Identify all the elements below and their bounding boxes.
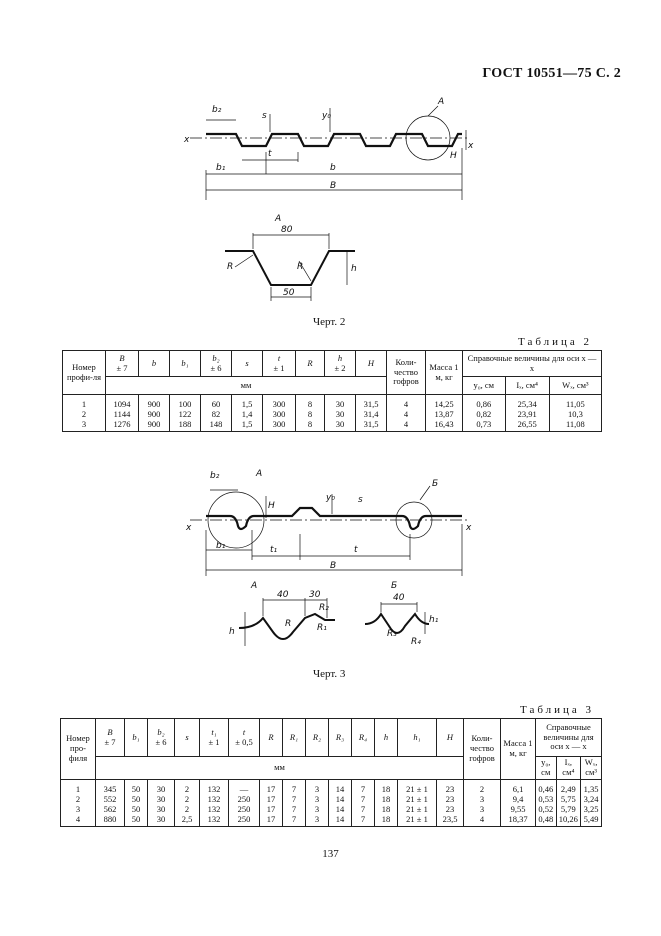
table-cell: 30 — [325, 395, 356, 410]
fig3-detail-a-title: A — [251, 581, 258, 591]
figure-3-profile-drawing — [180, 460, 480, 580]
table-cell: 50 — [125, 814, 148, 827]
fig2-detail-dim80: 80 — [281, 225, 293, 235]
fig3-label-h-upper: H — [268, 501, 275, 511]
table-cell: 2 — [464, 779, 501, 794]
table-cell: 3 — [306, 804, 329, 814]
t3-header-h1: h₁ — [413, 731, 421, 742]
t2-header-qty: Коли-чество гофров — [387, 351, 426, 395]
table-cell: 4 — [61, 814, 96, 827]
fig2-label-b2: b₂ — [212, 105, 222, 115]
table-cell: 188 — [170, 419, 201, 432]
table-cell: 11,08 — [549, 419, 601, 432]
fig3-detail-dim30: 30 — [309, 590, 321, 600]
table-cell: 50 — [125, 794, 148, 804]
t3-header-r3: R₃ — [335, 731, 345, 742]
table-cell: 0,73 — [463, 419, 506, 432]
table-cell: 14 — [329, 804, 352, 814]
t3-header-ix: Iₓ, см⁴ — [556, 757, 581, 780]
fig3-detail-r4: R₄ — [411, 637, 421, 647]
table-cell: 9,55 — [501, 804, 536, 814]
table-cell: 0,86 — [463, 395, 506, 410]
t3-header-ref: Справочные величины для оси x — x — [536, 719, 602, 757]
table-cell: 60 — [201, 395, 232, 410]
table-cell: 250 — [229, 804, 260, 814]
table-3-row — [61, 794, 602, 804]
fig3-detail-h: h — [229, 627, 235, 637]
table-cell: 3 — [306, 814, 329, 827]
table-cell: 13,87 — [426, 409, 463, 419]
table-cell: 18 — [375, 804, 398, 814]
table-cell: — — [229, 779, 260, 794]
table-cell: 1,5 — [232, 395, 263, 410]
t3-header-r1: R₁ — [289, 731, 299, 742]
t3-header-r2: R₂ — [312, 731, 322, 742]
t2-header-ref: Справочные величины для оси x — x — [463, 351, 602, 377]
table-cell: 17 — [260, 804, 283, 814]
table-cell: 3 — [63, 419, 106, 432]
figure-3-details — [215, 578, 445, 660]
table-cell: 3 — [306, 779, 329, 794]
table-cell: 2,49 — [556, 779, 581, 794]
t3-header-mass: Масса 1 м, кг — [501, 719, 536, 780]
fig3-label-x-right: x — [466, 523, 472, 533]
table-cell: 30 — [148, 794, 175, 804]
t2-header-ix: Iₓ, см⁴ — [505, 377, 549, 395]
table-cell: 8 — [296, 395, 325, 410]
table-cell: 2 — [63, 409, 106, 419]
table-cell: 562 — [96, 804, 125, 814]
table-3-title: Таблица 3 — [520, 704, 595, 716]
fig2-label-t: t — [268, 149, 272, 159]
table-3-row — [61, 804, 602, 814]
table-cell: 18 — [375, 779, 398, 794]
table-cell: 23 — [437, 779, 464, 794]
table-cell: 1 — [63, 395, 106, 410]
fig2-detail-r-right: R — [297, 262, 304, 272]
table-cell: 880 — [96, 814, 125, 827]
t2-header-s: s — [245, 357, 249, 368]
fig2-detail-r-left: R — [227, 262, 234, 272]
t3-header-y0: y₀, см — [536, 757, 557, 780]
fig3-label-a: A — [256, 469, 263, 479]
t2-header-wx: Wₓ, см³ — [549, 377, 601, 395]
table-cell: 5,75 — [556, 794, 581, 804]
table-cell: 8 — [296, 419, 325, 432]
t3-header-b1: b₁ — [132, 731, 140, 742]
t3-header-wx: Wₓ, см³ — [581, 757, 602, 780]
table-cell: 21 ± 1 — [398, 814, 437, 827]
t2-header-h-upper: H — [367, 357, 375, 368]
table-cell: 1,35 — [581, 779, 602, 794]
t2-header-b-upper: B ± 7 — [106, 351, 139, 377]
table-cell: 30 — [325, 419, 356, 432]
table-cell: 0,52 — [536, 804, 557, 814]
table-cell: 900 — [139, 409, 170, 419]
fig3-detail-dim40a: 40 — [277, 590, 289, 600]
table-cell: 7 — [352, 779, 375, 794]
table-cell: 8 — [296, 409, 325, 419]
table-3-row — [61, 814, 602, 827]
table-cell: 2,5 — [175, 814, 200, 827]
table-cell: 300 — [263, 419, 296, 432]
table-cell: 5,79 — [556, 804, 581, 814]
table-cell: 4 — [387, 409, 426, 419]
table-cell: 3 — [464, 804, 501, 814]
page-number: 137 — [322, 848, 339, 860]
table-cell: 148 — [201, 419, 232, 432]
fig3-detail-dim40b: 40 — [393, 593, 405, 603]
table-cell: 26,55 — [505, 419, 549, 432]
table-cell: 345 — [96, 779, 125, 794]
table-cell: 300 — [263, 409, 296, 419]
table-cell: 0,46 — [536, 779, 557, 794]
fig2-label-a: A — [438, 97, 445, 107]
table-cell: 17 — [260, 794, 283, 804]
table-cell: 14,25 — [426, 395, 463, 410]
fig2-label-b1: b₁ — [216, 163, 226, 173]
table-cell: 1276 — [106, 419, 139, 432]
table-cell: 3,24 — [581, 794, 602, 804]
t3-header-b2: b₂ ± 6 — [148, 719, 175, 757]
table-cell: 132 — [200, 804, 229, 814]
table-cell: 30 — [148, 779, 175, 794]
table-cell: 17 — [260, 779, 283, 794]
table-cell: 30 — [148, 804, 175, 814]
fig2-label-x-left: x — [184, 135, 190, 145]
table-3-row — [61, 779, 602, 794]
figure-3-caption: Черт. 3 — [313, 668, 346, 680]
table-cell: 100 — [170, 395, 201, 410]
fig3-label-t1: t₁ — [270, 545, 278, 555]
fig2-label-x-right: x — [468, 141, 474, 151]
t3-header-s: s — [185, 731, 189, 742]
table-cell: 6,1 — [501, 779, 536, 794]
figure-2-caption: Черт. 2 — [313, 316, 346, 328]
t2-header-r: R — [307, 357, 313, 368]
fig3-label-s: s — [358, 495, 363, 505]
fig3-label-bb: B — [330, 561, 337, 571]
table-cell: 122 — [170, 409, 201, 419]
t2-header-b1: b₁ — [181, 357, 189, 368]
fig2-detail-h: h — [351, 264, 357, 274]
table-cell: 7 — [283, 794, 306, 804]
table-2 — [62, 350, 602, 432]
table-cell: 14 — [329, 779, 352, 794]
table-cell: 50 — [125, 804, 148, 814]
fig2-label-y0: y₀ — [322, 111, 331, 121]
table-cell: 23,91 — [505, 409, 549, 419]
fig3-detail-r1: R₁ — [317, 623, 327, 633]
table-cell: 7 — [352, 794, 375, 804]
table-cell: 1,5 — [232, 419, 263, 432]
t2-header-mass: Масса 1 м, кг — [426, 351, 463, 395]
table-cell: 25,34 — [505, 395, 549, 410]
table-cell: 21 ± 1 — [398, 804, 437, 814]
table-cell: 7 — [283, 779, 306, 794]
t2-header-t: t ± 1 — [263, 351, 296, 377]
t2-header-h: h ± 2 — [325, 351, 356, 377]
table-cell: 30 — [148, 814, 175, 827]
fig2-label-bb: B — [330, 181, 337, 191]
table-cell: 2 — [175, 794, 200, 804]
fig3-detail-b-title: Б — [391, 581, 398, 591]
fig3-detail-r: R — [285, 619, 292, 629]
figure-2-profile-drawing — [170, 90, 490, 200]
fig3-label-b6: Б — [432, 479, 439, 489]
table-cell: 14 — [329, 794, 352, 804]
table-cell: 23,5 — [437, 814, 464, 827]
table-cell: 2 — [175, 804, 200, 814]
t3-header-unit: мм — [96, 757, 464, 780]
fig2-label-b: b — [330, 163, 336, 173]
fig3-detail-r3: R₃ — [387, 629, 397, 639]
table-cell: 30 — [325, 409, 356, 419]
table-cell: 21 ± 1 — [398, 779, 437, 794]
fig3-detail-r2: R₂ — [319, 603, 329, 613]
table-cell: 18 — [375, 814, 398, 827]
table-cell: 1 — [61, 779, 96, 794]
table-cell: 7 — [283, 804, 306, 814]
t3-header-t: t ± 0,5 — [229, 719, 260, 757]
t3-header-r4: R₄ — [358, 731, 368, 742]
t2-header-b: b — [151, 357, 157, 368]
table-cell: 132 — [200, 814, 229, 827]
t2-header-y0: y₀, см — [463, 377, 506, 395]
fig3-label-t: t — [354, 545, 358, 555]
table-cell: 2 — [61, 794, 96, 804]
table-cell: 11,05 — [549, 395, 601, 410]
t3-header-h-upper: H — [446, 731, 454, 742]
table-2-title: Таблица 2 — [518, 336, 593, 348]
table-cell: 14 — [329, 814, 352, 827]
table-cell: 1144 — [106, 409, 139, 419]
table-cell: 0,82 — [463, 409, 506, 419]
table-cell: 31,5 — [356, 419, 387, 432]
table-cell: 18 — [375, 794, 398, 804]
table-2-row — [63, 419, 602, 432]
table-cell: 50 — [125, 779, 148, 794]
table-cell: 9,4 — [501, 794, 536, 804]
table-cell: 82 — [201, 409, 232, 419]
document-header: ГОСТ 10551—75 С. 2 — [482, 66, 621, 81]
table-cell: 31,5 — [356, 395, 387, 410]
fig2-label-s: s — [262, 111, 267, 121]
fig3-label-x-left: x — [186, 523, 192, 533]
table-cell: 4 — [387, 419, 426, 432]
table-cell: 3 — [61, 804, 96, 814]
t2-header-unit: мм — [106, 377, 387, 395]
table-cell: 3 — [306, 794, 329, 804]
t3-header-t1: t₁ ± 1 — [200, 719, 229, 757]
table-2-row — [63, 395, 602, 410]
table-cell: 23 — [437, 804, 464, 814]
fig3-label-y0: y₀ — [326, 493, 335, 503]
fig2-label-h-upper: H — [450, 151, 457, 161]
table-cell: 3 — [464, 794, 501, 804]
t2-header-number: Номер профи-ля — [63, 351, 106, 395]
table-cell: 132 — [200, 794, 229, 804]
table-cell: 250 — [229, 814, 260, 827]
t3-header-qty: Коли-чество гофров — [464, 719, 501, 780]
fig2-detail-dim50: 50 — [283, 288, 295, 298]
table-cell: 21 ± 1 — [398, 794, 437, 804]
table-cell: 300 — [263, 395, 296, 410]
fig3-detail-h1: h₁ — [429, 615, 439, 625]
table-cell: 1,4 — [232, 409, 263, 419]
table-cell: 900 — [139, 395, 170, 410]
table-cell: 7 — [352, 814, 375, 827]
table-cell: 1094 — [106, 395, 139, 410]
table-cell: 552 — [96, 794, 125, 804]
figure-2-detail-a — [215, 205, 375, 315]
table-cell: 17 — [260, 814, 283, 827]
table-3 — [60, 718, 602, 827]
table-2-row — [63, 409, 602, 419]
fig3-label-b1: b₁ — [216, 541, 226, 551]
table-cell: 18,37 — [501, 814, 536, 827]
t2-header-b2: b₂ ± 6 — [201, 351, 232, 377]
table-cell: 23 — [437, 794, 464, 804]
table-cell: 0,53 — [536, 794, 557, 804]
table-cell: 7 — [352, 804, 375, 814]
table-cell: 2 — [175, 779, 200, 794]
t3-header-r: R — [268, 731, 274, 742]
table-cell: 16,43 — [426, 419, 463, 432]
table-cell: 5,49 — [581, 814, 602, 827]
table-cell: 0,48 — [536, 814, 557, 827]
table-cell: 900 — [139, 419, 170, 432]
table-cell: 7 — [283, 814, 306, 827]
table-cell: 10,26 — [556, 814, 581, 827]
table-cell: 4 — [464, 814, 501, 827]
table-cell: 10,3 — [549, 409, 601, 419]
fig2-detail-a-title: A — [275, 214, 282, 224]
table-cell: 250 — [229, 794, 260, 804]
table-cell: 31,4 — [356, 409, 387, 419]
t3-header-h: h — [383, 731, 389, 742]
t3-header-b-upper: B ± 7 — [96, 719, 125, 757]
table-cell: 132 — [200, 779, 229, 794]
t3-header-number: Номер про-филя — [61, 719, 96, 780]
table-cell: 4 — [387, 395, 426, 410]
table-cell: 3,25 — [581, 804, 602, 814]
fig3-label-b2: b₂ — [210, 471, 220, 481]
